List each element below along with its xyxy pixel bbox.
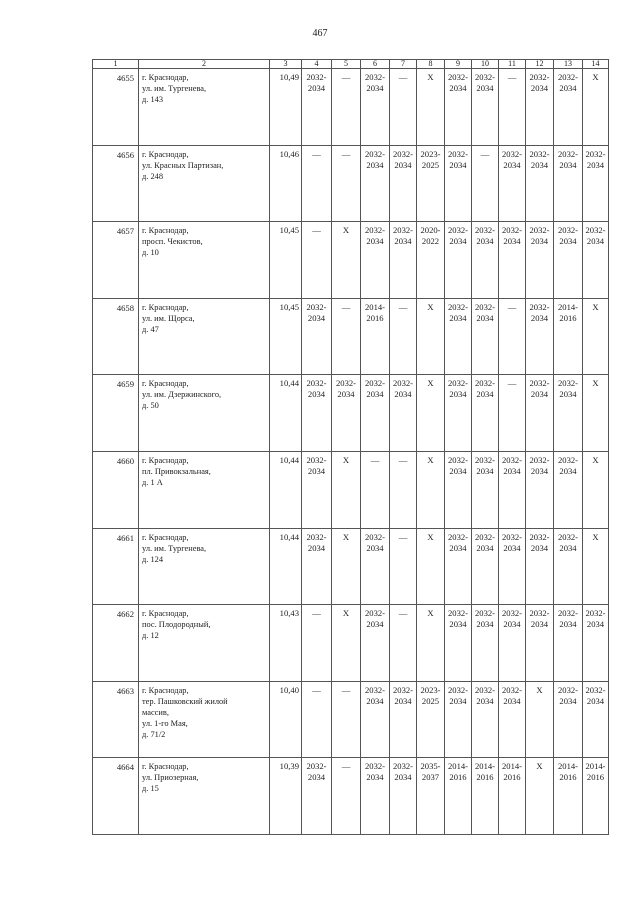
index-cell: 10,44	[270, 528, 302, 605]
column-header-8: 8	[417, 60, 445, 69]
row-number: 4664	[93, 758, 139, 835]
period-cell: 2032- 2034	[554, 681, 583, 758]
period-cell: 2032- 2034	[526, 528, 554, 605]
address-cell: г. Краснодар, пос. Плодородный, д. 12	[139, 605, 270, 682]
period-cell: 2032- 2034	[445, 451, 472, 528]
index-cell: 10,39	[270, 758, 302, 835]
table-row	[93, 222, 609, 299]
period-cell: 2032- 2034	[526, 69, 554, 146]
period-cell: —	[302, 605, 332, 682]
period-cell: 2032- 2034	[361, 758, 390, 835]
period-cell: —	[302, 222, 332, 299]
row-number: 4660	[93, 451, 139, 528]
period-cell: 2032- 2034	[472, 451, 499, 528]
table-row	[93, 681, 609, 758]
period-cell: 2014- 2016	[554, 758, 583, 835]
index-cell: 10,46	[270, 145, 302, 222]
period-cell: 2032- 2034	[445, 528, 472, 605]
period-cell: 2032- 2034	[472, 222, 499, 299]
address-cell: г. Краснодар, ул. им. Щорса, д. 47	[139, 298, 270, 375]
period-cell: 2032- 2034	[526, 145, 554, 222]
period-cell: 2032- 2034	[302, 69, 332, 146]
column-header-3: 3	[270, 60, 302, 69]
period-cell: X	[417, 69, 445, 146]
period-cell: 2032- 2034	[302, 451, 332, 528]
period-cell: 2032- 2034	[332, 375, 361, 452]
period-cell: —	[499, 298, 526, 375]
period-cell: 2032- 2034	[526, 375, 554, 452]
period-cell: 2032- 2034	[361, 528, 390, 605]
period-cell: —	[332, 681, 361, 758]
period-cell: 2035- 2037	[417, 758, 445, 835]
period-cell: 2032- 2034	[445, 681, 472, 758]
period-cell: 2032- 2034	[583, 222, 609, 299]
period-cell: X	[526, 758, 554, 835]
period-cell: 2032- 2034	[390, 222, 417, 299]
period-cell: 2032- 2034	[302, 758, 332, 835]
column-header-6: 6	[361, 60, 390, 69]
index-cell: 10,44	[270, 451, 302, 528]
period-cell: —	[390, 69, 417, 146]
period-cell: X	[332, 528, 361, 605]
period-cell: 2032- 2034	[472, 528, 499, 605]
period-cell: X	[417, 451, 445, 528]
period-cell: 2032- 2034	[499, 605, 526, 682]
period-cell: 2032- 2034	[499, 145, 526, 222]
table-row	[93, 69, 609, 146]
index-cell: 10,45	[270, 222, 302, 299]
period-cell: 2032- 2034	[554, 375, 583, 452]
period-cell: 2032- 2034	[499, 528, 526, 605]
address-cell: г. Краснодар, ул. Красных Партизан, д. 248	[139, 145, 270, 222]
period-cell: 2032- 2034	[361, 681, 390, 758]
period-cell: X	[332, 222, 361, 299]
table-row	[93, 375, 609, 452]
data-table	[92, 59, 609, 835]
period-cell: 2032- 2034	[526, 451, 554, 528]
table-row	[93, 528, 609, 605]
period-cell: X	[332, 451, 361, 528]
period-cell: 2032- 2034	[472, 681, 499, 758]
period-cell: X	[583, 298, 609, 375]
period-cell: 2032- 2034	[526, 222, 554, 299]
period-cell: X	[417, 375, 445, 452]
period-cell: X	[583, 451, 609, 528]
period-cell: 2032- 2034	[302, 375, 332, 452]
table-row	[93, 605, 609, 682]
period-cell: 2032- 2034	[445, 222, 472, 299]
column-header-10: 10	[472, 60, 499, 69]
period-cell: 2032- 2034	[554, 451, 583, 528]
period-cell: 2014- 2016	[472, 758, 499, 835]
period-cell: —	[332, 298, 361, 375]
period-cell: —	[302, 145, 332, 222]
page-number: 467	[312, 28, 328, 39]
period-cell: 2014- 2016	[499, 758, 526, 835]
table-row	[93, 145, 609, 222]
period-cell: —	[390, 298, 417, 375]
row-number: 4662	[93, 605, 139, 682]
period-cell: 2032- 2034	[472, 605, 499, 682]
period-cell: —	[472, 145, 499, 222]
period-cell: 2014- 2016	[583, 758, 609, 835]
period-cell: —	[332, 758, 361, 835]
table-body	[93, 69, 609, 835]
row-number: 4663	[93, 681, 139, 758]
period-cell: 2032- 2034	[554, 222, 583, 299]
table-row	[93, 451, 609, 528]
period-cell: 2032- 2034	[445, 605, 472, 682]
period-cell: 2014- 2016	[445, 758, 472, 835]
column-header-9: 9	[445, 60, 472, 69]
period-cell: 2032- 2034	[583, 605, 609, 682]
period-cell: 2032- 2034	[526, 605, 554, 682]
address-cell: г. Краснодар, пл. Привокзальная, д. 1 А	[139, 451, 270, 528]
row-number: 4656	[93, 145, 139, 222]
period-cell: 2020- 2022	[417, 222, 445, 299]
period-cell: —	[499, 375, 526, 452]
period-cell: —	[390, 528, 417, 605]
index-cell: 10,40	[270, 681, 302, 758]
index-cell: 10,45	[270, 298, 302, 375]
period-cell: —	[390, 451, 417, 528]
period-cell: 2032- 2034	[361, 605, 390, 682]
period-cell: 2032- 2034	[499, 222, 526, 299]
address-cell: г. Краснодар, тер. Пашковский жилой массив, ул. 1-го Мая, д. 71/2	[139, 681, 270, 758]
address-cell: г. Краснодар, ул. им. Дзержинского, д. 50	[139, 375, 270, 452]
index-cell: 10,43	[270, 605, 302, 682]
column-header-11: 11	[499, 60, 526, 69]
period-cell: —	[361, 451, 390, 528]
period-cell: 2032- 2034	[554, 145, 583, 222]
period-cell: X	[526, 681, 554, 758]
period-cell: 2014- 2016	[554, 298, 583, 375]
period-cell: 2032- 2034	[445, 69, 472, 146]
period-cell: 2032- 2034	[445, 298, 472, 375]
period-cell: 2023- 2025	[417, 145, 445, 222]
period-cell: X	[417, 298, 445, 375]
period-cell: X	[583, 528, 609, 605]
row-number: 4655	[93, 69, 139, 146]
period-cell: 2032- 2034	[361, 222, 390, 299]
period-cell: 2032- 2034	[554, 69, 583, 146]
period-cell: 2032- 2034	[361, 375, 390, 452]
period-cell: 2032- 2034	[390, 375, 417, 452]
period-cell: 2032- 2034	[472, 298, 499, 375]
index-cell: 10,49	[270, 69, 302, 146]
address-cell: г. Краснодар, ул. Приозерная, д. 15	[139, 758, 270, 835]
row-number: 4661	[93, 528, 139, 605]
period-cell: 2032- 2034	[390, 681, 417, 758]
period-cell: —	[499, 69, 526, 146]
column-header-7: 7	[390, 60, 417, 69]
row-number: 4657	[93, 222, 139, 299]
period-cell: 2032- 2034	[583, 145, 609, 222]
period-cell: 2014- 2016	[361, 298, 390, 375]
period-cell: 2032- 2034	[472, 375, 499, 452]
index-cell: 10,44	[270, 375, 302, 452]
table-row	[93, 298, 609, 375]
period-cell: 2023- 2025	[417, 681, 445, 758]
period-cell: 2032- 2034	[302, 298, 332, 375]
column-header-4: 4	[302, 60, 332, 69]
period-cell: X	[417, 528, 445, 605]
period-cell: X	[583, 69, 609, 146]
row-number: 4659	[93, 375, 139, 452]
row-number: 4658	[93, 298, 139, 375]
column-header-14: 14	[583, 60, 609, 69]
period-cell: 2032- 2034	[472, 69, 499, 146]
period-cell: —	[302, 681, 332, 758]
period-cell: 2032- 2034	[302, 528, 332, 605]
address-cell: г. Краснодар, ул. им. Тургенева, д. 143	[139, 69, 270, 146]
period-cell: 2032- 2034	[361, 69, 390, 146]
column-header-12: 12	[526, 60, 554, 69]
period-cell: 2032- 2034	[499, 451, 526, 528]
period-cell: 2032- 2034	[583, 681, 609, 758]
period-cell: 2032- 2034	[445, 375, 472, 452]
address-cell: г. Краснодар, просп. Чекистов, д. 10	[139, 222, 270, 299]
period-cell: X	[332, 605, 361, 682]
period-cell: 2032- 2034	[361, 145, 390, 222]
period-cell: 2032- 2034	[499, 681, 526, 758]
period-cell: 2032- 2034	[390, 145, 417, 222]
table-row	[93, 758, 609, 835]
period-cell: 2032- 2034	[554, 528, 583, 605]
address-cell: г. Краснодар, ул. им. Тургенева, д. 124	[139, 528, 270, 605]
period-cell: 2032- 2034	[526, 298, 554, 375]
table-header-row	[93, 60, 609, 69]
period-cell: X	[583, 375, 609, 452]
period-cell: X	[417, 605, 445, 682]
period-cell: 2032- 2034	[390, 758, 417, 835]
period-cell: —	[332, 69, 361, 146]
period-cell: —	[390, 605, 417, 682]
period-cell: 2032- 2034	[554, 605, 583, 682]
column-header-2: 2	[139, 60, 270, 69]
column-header-13: 13	[554, 60, 583, 69]
column-header-1: 1	[93, 60, 139, 69]
period-cell: 2032- 2034	[445, 145, 472, 222]
period-cell: —	[332, 145, 361, 222]
column-header-5: 5	[332, 60, 361, 69]
